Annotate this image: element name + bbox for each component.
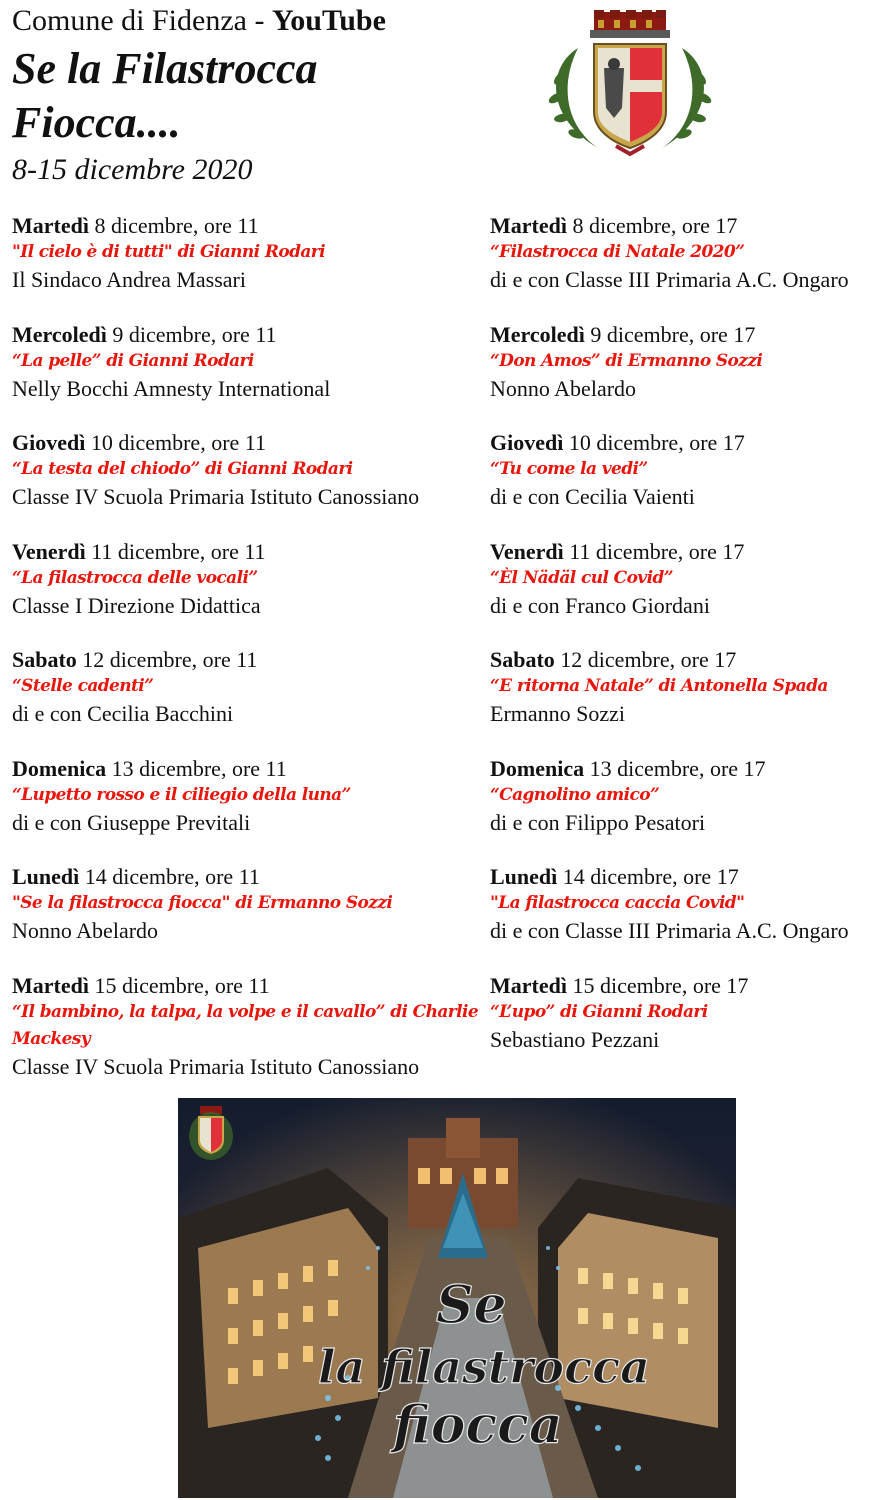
event-day: Mercoledì bbox=[12, 321, 107, 347]
org-prefix: Comune di Fidenza - bbox=[12, 4, 272, 37]
title-line-2: Fiocca.... bbox=[12, 98, 181, 147]
event-performer: Nonno Abelardo bbox=[12, 918, 159, 943]
event-title: “Il bambino, la talpa, la volpe e il cavallo” di Charlie Mackesy bbox=[12, 1001, 479, 1049]
event-item bbox=[12, 212, 482, 321]
event-day: Domenica bbox=[490, 755, 585, 781]
event-title: “Don Amos” di Ermanno Sozzi bbox=[490, 350, 763, 371]
event-date-time: 10 dicembre, ore 11 bbox=[85, 430, 266, 455]
event-performer: Ermanno Sozzi bbox=[490, 701, 626, 726]
event-title: "Se la filastrocca fiocca" di Ermanno Sozzi bbox=[12, 893, 393, 913]
organization-line bbox=[12, 2, 552, 40]
event-date-time: 14 dicembre, ore 11 bbox=[79, 864, 260, 889]
event-date bbox=[12, 972, 482, 999]
event-performer: di e con Giuseppe Previtali bbox=[12, 809, 251, 835]
event-date-time: 10 dicembre, ore 17 bbox=[563, 430, 745, 455]
event-item bbox=[490, 212, 880, 321]
org-channel: YouTube bbox=[271, 4, 386, 37]
event-item bbox=[12, 321, 482, 430]
event-date bbox=[490, 429, 880, 456]
event-performer: di e con Filippo Pesatori bbox=[490, 809, 706, 835]
event-title: “Filastrocca di Natale 2020” bbox=[490, 242, 745, 262]
event-day: Martedì bbox=[12, 972, 89, 998]
poster-title-line-3: fiocca bbox=[393, 1395, 563, 1456]
crown-icon bbox=[590, 10, 670, 38]
event-date bbox=[490, 538, 880, 565]
event-performer: di e con Cecilia Vaienti bbox=[490, 484, 695, 509]
event-date bbox=[490, 755, 880, 782]
event-date bbox=[490, 212, 880, 239]
event-day: Martedì bbox=[490, 972, 567, 998]
event-date bbox=[490, 321, 880, 348]
event-day: Lunedì bbox=[490, 864, 558, 889]
event-item bbox=[490, 972, 880, 1081]
event-date bbox=[490, 972, 880, 999]
event-day: Sabato bbox=[12, 647, 77, 672]
event-date-time: 12 dicembre, ore 17 bbox=[554, 647, 737, 672]
event-day: Sabato bbox=[490, 647, 555, 672]
event-item bbox=[490, 429, 880, 538]
event-date bbox=[12, 755, 482, 782]
event-performer: di e con Classe III Primaria A.C. Ongaro bbox=[490, 918, 849, 943]
event-day: Mercoledì bbox=[490, 321, 585, 347]
event-date bbox=[12, 646, 482, 673]
event-title: “La pelle” di Gianni Rodari bbox=[12, 350, 254, 371]
event-performer: Classe IV Scuola Primaria Istituto Canossiano bbox=[12, 1053, 420, 1079]
event-day: Lunedì bbox=[12, 864, 80, 889]
event-date bbox=[12, 429, 482, 456]
event-date bbox=[12, 212, 482, 239]
event-item bbox=[12, 755, 482, 864]
event-title: “L’upo” di Gianni Rodari bbox=[490, 1001, 708, 1022]
event-date-time: 9 dicembre, ore 17 bbox=[584, 321, 756, 347]
event-item bbox=[12, 429, 482, 538]
night-square-photo bbox=[178, 1098, 736, 1498]
title-line-1: Se la Filastrocca bbox=[12, 44, 318, 93]
shield-icon bbox=[594, 44, 666, 148]
event-date-time: 8 dicembre, ore 11 bbox=[88, 213, 259, 238]
event-date-time: 15 dicembre, ore 17 bbox=[566, 972, 749, 998]
event-date-time: 13 dicembre, ore 11 bbox=[106, 755, 287, 781]
page-title bbox=[12, 42, 552, 150]
event-title: “La filastrocca delle vocali” bbox=[12, 567, 258, 588]
date-range: 8-15 dicembre 2020 bbox=[12, 153, 253, 186]
afternoon-events-column bbox=[490, 212, 880, 1080]
event-date bbox=[12, 321, 482, 348]
event-item bbox=[12, 972, 482, 1081]
event-item bbox=[490, 755, 880, 864]
event-title: "Il cielo è di tutti" di Gianni Rodari bbox=[12, 242, 326, 262]
event-item bbox=[490, 538, 880, 647]
event-date bbox=[490, 646, 880, 673]
event-day: Venerdì bbox=[12, 538, 86, 564]
event-item bbox=[490, 863, 880, 972]
event-performer: Classe I Direzione Didattica bbox=[12, 592, 261, 618]
event-day: Venerdì bbox=[490, 538, 564, 564]
event-title: "La filastrocca caccia Covid" bbox=[490, 893, 745, 913]
event-date-time: 9 dicembre, ore 11 bbox=[106, 321, 277, 347]
event-item bbox=[12, 863, 482, 972]
event-title: “Cagnolino amico” bbox=[490, 784, 660, 805]
event-performer: Il Sindaco Andrea Massari bbox=[12, 267, 246, 292]
event-item bbox=[12, 538, 482, 647]
event-performer: Classe IV Scuola Primaria Istituto Canossiano bbox=[12, 484, 420, 509]
buildings-left bbox=[178, 1168, 388, 1498]
event-title: “Èl Nädäl cul Covid” bbox=[490, 567, 673, 588]
event-title: “Tu come la vedi” bbox=[490, 459, 648, 479]
event-day: Domenica bbox=[12, 755, 107, 781]
event-performer: Nonno Abelardo bbox=[490, 375, 637, 401]
event-date-time: 13 dicembre, ore 17 bbox=[584, 755, 766, 781]
fidenza-coat-of-arms-icon bbox=[538, 8, 722, 160]
event-date bbox=[490, 863, 880, 890]
event-performer: di e con Cecilia Bacchini bbox=[12, 701, 234, 726]
event-performer: di e con Franco Giordani bbox=[490, 592, 710, 618]
event-title: “Stelle cadenti” bbox=[12, 676, 154, 696]
event-day: Giovedì bbox=[490, 430, 564, 455]
event-performer: di e con Classe III Primaria A.C. Ongaro bbox=[490, 267, 849, 292]
event-day: Martedì bbox=[490, 213, 567, 238]
poster-image bbox=[178, 1098, 736, 1498]
event-item bbox=[490, 646, 880, 755]
event-date-time: 11 dicembre, ore 11 bbox=[85, 538, 266, 564]
event-day: Giovedì bbox=[12, 430, 86, 455]
event-day: Martedì bbox=[12, 213, 89, 238]
event-date-time: 14 dicembre, ore 17 bbox=[557, 864, 739, 889]
event-date-time: 15 dicembre, ore 11 bbox=[88, 972, 270, 998]
header bbox=[12, 0, 552, 188]
poster-title-line-2: la filastrocca bbox=[318, 1340, 650, 1394]
event-item bbox=[490, 321, 880, 430]
morning-events-column bbox=[12, 212, 482, 1080]
event-title: “La testa del chiodo” di Gianni Rodari bbox=[12, 459, 353, 479]
event-date-time: 11 dicembre, ore 17 bbox=[563, 538, 745, 564]
event-date bbox=[12, 538, 482, 565]
event-date-time: 12 dicembre, ore 11 bbox=[76, 647, 258, 672]
event-date-time: 8 dicembre, ore 17 bbox=[566, 213, 738, 238]
event-title: “Lupetto rosso e il ciliegio della luna” bbox=[12, 784, 351, 805]
event-item bbox=[12, 646, 482, 755]
event-performer: Nelly Bocchi Amnesty International bbox=[12, 375, 331, 401]
event-date bbox=[12, 863, 482, 890]
event-performer: Sebastiano Pezzani bbox=[490, 1026, 660, 1052]
event-title: “E ritorna Natale” di Antonella Spada bbox=[490, 676, 828, 696]
poster-title-line-1: Se bbox=[436, 1275, 507, 1336]
